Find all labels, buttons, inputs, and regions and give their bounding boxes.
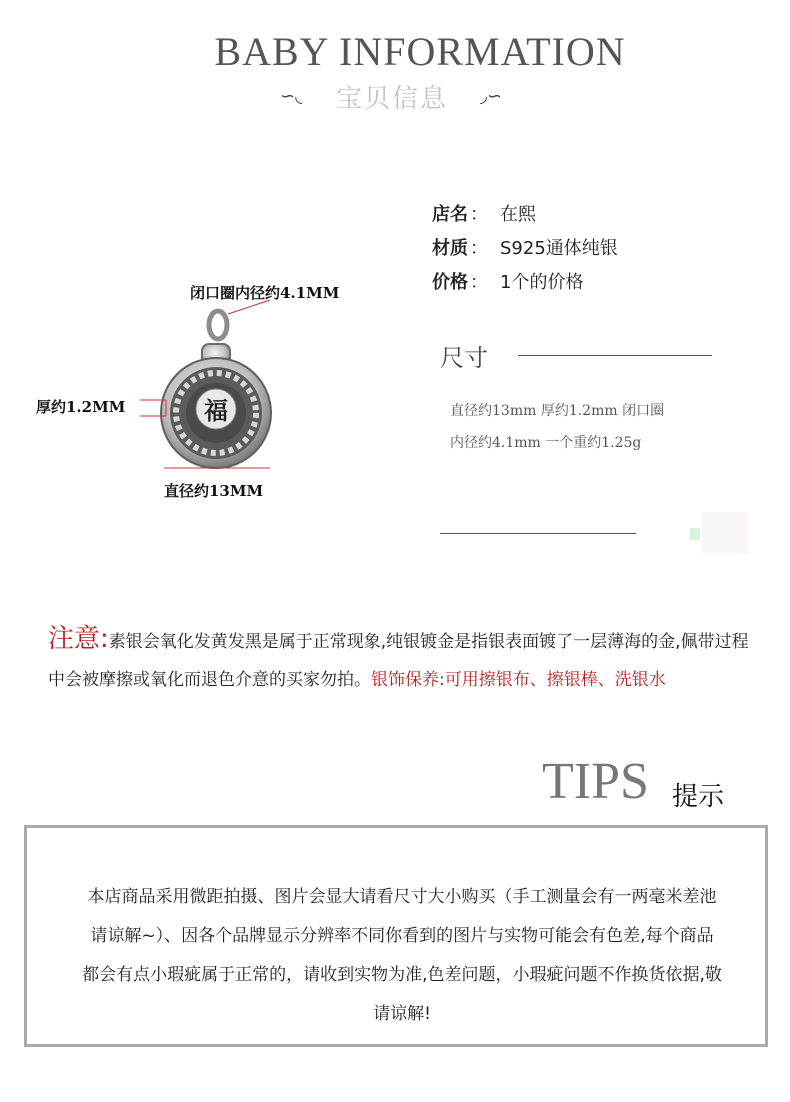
tips-box [24,825,768,1047]
info-list [432,198,618,300]
tips-title-en: TIPS [542,753,649,810]
decor-mark [690,528,700,540]
annotation-thickness: 厚约1.2MM [36,398,126,416]
annotation-ring-inner-diameter: 闭口圈内径约4.1MM [190,284,340,302]
info-key: 价格 [432,272,468,293]
notice-label: 注意: [48,624,109,654]
info-row-price: 价格 ： 1个的价格 [432,272,584,293]
jump-ring [209,311,227,339]
info-key: 材质 [432,238,468,259]
title-cn: 宝贝信息 [336,84,449,114]
notice-paragraph [48,620,760,699]
size-title: 尺寸 [440,344,488,372]
subtitle-row [280,78,540,114]
size-bottom-divider [440,533,636,534]
tips-text: 本店商品采用微距拍摄、图片会显大请看尺寸大小购买（手工测量会有一两毫米差池请谅解~）、因各个品牌显示分辨率不同你看到的图片与实物可能会有色差,每个商品都会有点小瑕疵属于正常的，请收到实物为准,色差问题，小瑕疵问题不作换货依据,敬请谅解! [82,887,722,1024]
info-row-material: 材质 ： S925通体纯银 [432,238,618,259]
annotation-diameter: 直径约13MM [164,482,264,500]
flourish-left-icon: ∽◟ [280,86,303,107]
size-divider [518,355,712,356]
size-line-2: 内径约4.1mm 一个重约1.25g [450,435,642,451]
info-value: 1个的价格 [500,272,584,293]
info-key: 店名 [432,204,468,225]
info-row-shop: 店名 ： 在熙 [432,204,536,225]
size-line-1: 直径约13mm 厚约1.2mm 闭口圈 [450,403,665,419]
notice-body: 素银会氧化发黄发黑是属于正常现象,纯银镀金是指银表面镀了一层薄海的金,佩带过程中会被摩擦或氧化而退色介意的买家勿拍。 [48,632,749,690]
size-description [450,395,740,459]
flourish-right-icon: ◞∽ [480,86,503,107]
decor-block [702,512,748,554]
pendant-glyph: 福 [204,396,228,425]
info-value: S925通体纯银 [500,238,618,259]
tips-title-cn: 提示 [672,782,725,812]
title-en: BABY INFORMATION [214,29,626,74]
info-value: 在熙 [500,204,536,225]
care-tip: 银饰保养:可用擦银布、擦银棒、洗银水 [371,670,666,690]
